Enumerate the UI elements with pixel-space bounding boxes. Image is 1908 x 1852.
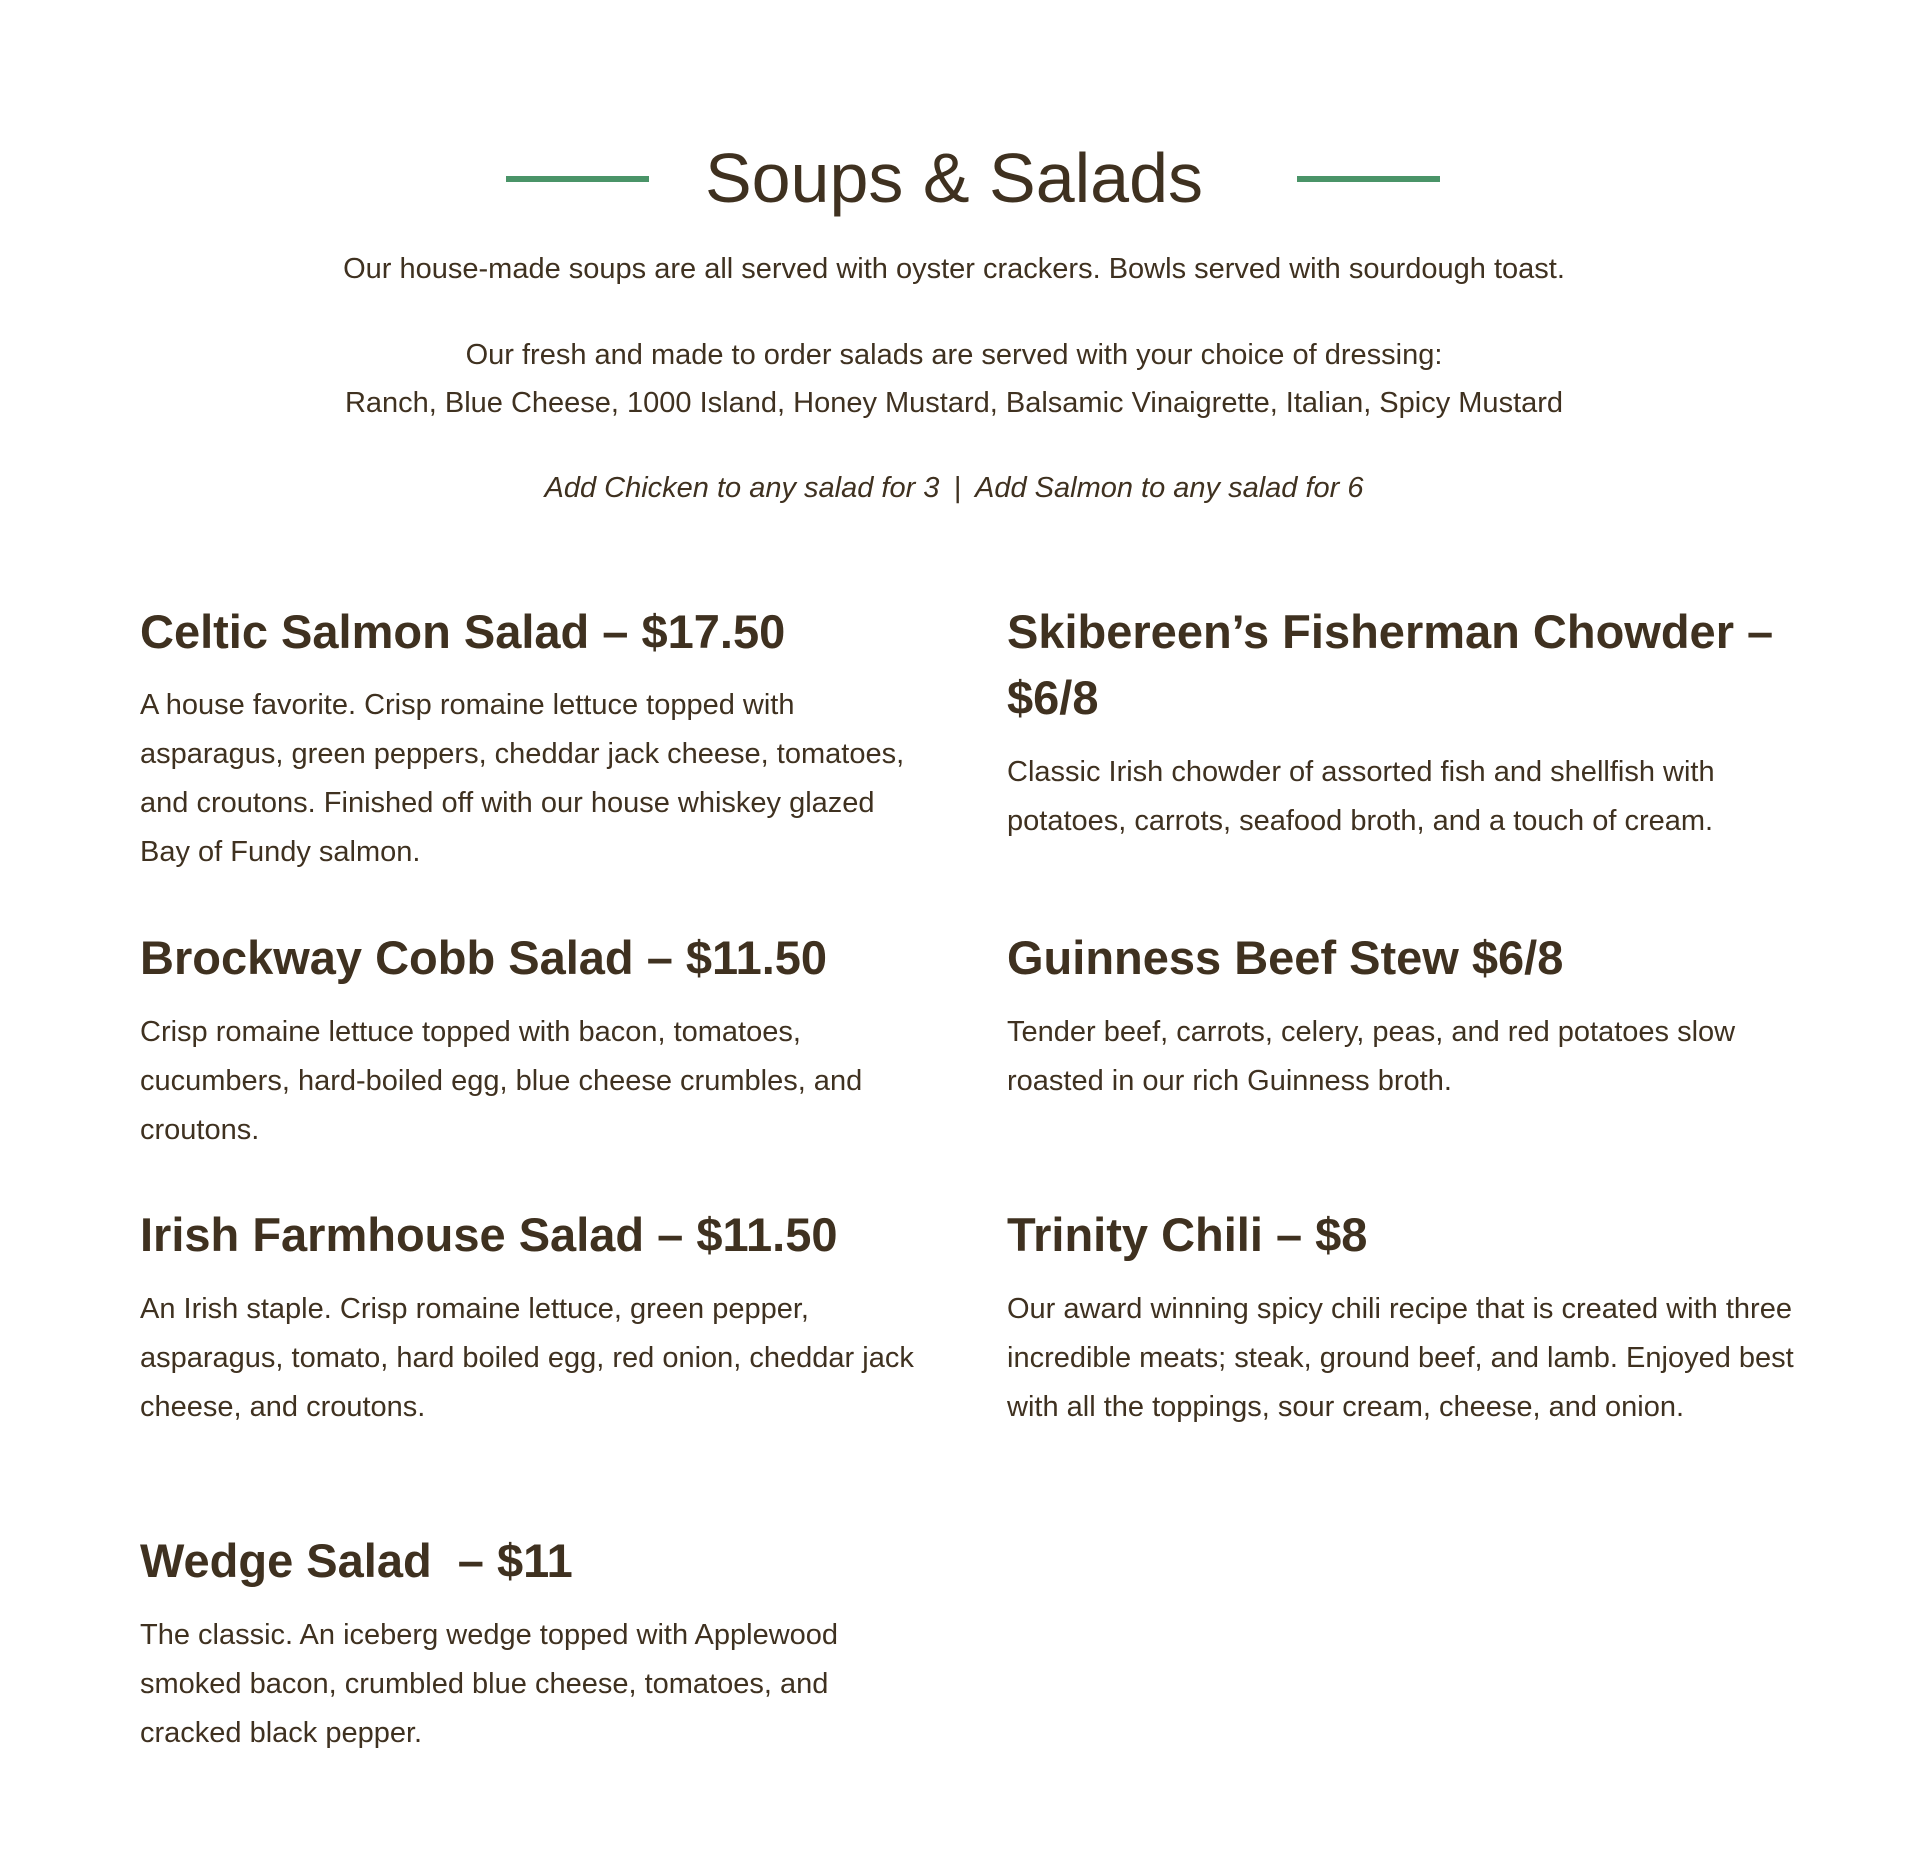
menu-item-description: Tender beef, carrots, celery, peas, and red potatoes slow roasted in our rich Guinness broth. bbox=[1007, 1016, 1736, 1097]
menu-item-title: Wedge Salad – $11 bbox=[140, 1534, 573, 1587]
menu-item-title: Irish Farmhouse Salad – $11.50 bbox=[140, 1208, 838, 1261]
menu-item-title: Trinity Chili – $8 bbox=[1007, 1208, 1368, 1261]
menu-item-irish-farmhouse-salad bbox=[140, 1202, 920, 1432]
menu-item-title: Skibereen’s Fisherman Chowder – $6/8 bbox=[1007, 605, 1774, 724]
title-row bbox=[0, 138, 1908, 218]
menu-item-description: Our award winning spicy chili recipe that is created with three incredible meats; steak, ground beef, and lamb. Enjoyed best with all the toppings, sour cream, cheese, and onion. bbox=[1007, 1293, 1794, 1423]
intro-soups: Our house-made soups are all served with oyster crackers. Bowls served with sourdough toast. bbox=[343, 253, 1565, 285]
menu-item-description: A house favorite. Crisp romaine lettuce topped with asparagus, green peppers, cheddar jack cheese, tomatoes, and croutons. Finished off with our house whiskey glazed Bay of Fundy salmon. bbox=[140, 689, 905, 868]
menu-item-title: Brockway Cobb Salad – $11.50 bbox=[140, 931, 828, 984]
intro-salads: Our fresh and made to order salads are served with your choice of dressing: bbox=[465, 339, 1443, 371]
menu-item-title: Celtic Salmon Salad – $17.50 bbox=[140, 605, 786, 658]
right-divider-rule bbox=[1297, 176, 1440, 182]
addon-separator: | bbox=[953, 472, 961, 504]
addon-salmon: Add Salmon to any salad for 6 bbox=[975, 472, 1364, 504]
menu-item-wedge-salad bbox=[140, 1528, 920, 1758]
page-title: Soups & Salads bbox=[704, 139, 1204, 217]
menu-item-title: Guinness Beef Stew $6/8 bbox=[1007, 931, 1564, 984]
menu-item-fisherman-chowder bbox=[1007, 599, 1827, 846]
addon-chicken: Add Chicken to any salad for 3 bbox=[544, 472, 940, 504]
menu-item-brockway-cobb-salad bbox=[140, 925, 920, 1155]
menu-item-guinness-beef-stew bbox=[1007, 925, 1827, 1106]
menu-item-description: The classic. An iceberg wedge topped with Applewood smoked bacon, crumbled blue cheese, tomatoes, and cracked black pepper. bbox=[140, 1619, 839, 1749]
menu-item-celtic-salmon-salad bbox=[140, 599, 920, 877]
dressing-list: Ranch, Blue Cheese, 1000 Island, Honey Mustard, Balsamic Vinaigrette, Italian, Spicy Mustard bbox=[344, 387, 1564, 419]
menu-item-description: Crisp romaine lettuce topped with bacon, tomatoes, cucumbers, hard-boiled egg, blue cheese crumbles, and croutons. bbox=[140, 1016, 863, 1146]
menu-item-trinity-chili bbox=[1007, 1202, 1827, 1432]
menu-item-description: Classic Irish chowder of assorted fish and shellfish with potatoes, carrots, seafood broth, and a touch of cream. bbox=[1007, 756, 1715, 837]
salad-addons bbox=[0, 464, 1908, 512]
menu-item-description: An Irish staple. Crisp romaine lettuce, green pepper, asparagus, tomato, hard boiled egg, red onion, cheddar jack cheese, and croutons. bbox=[140, 1293, 914, 1423]
